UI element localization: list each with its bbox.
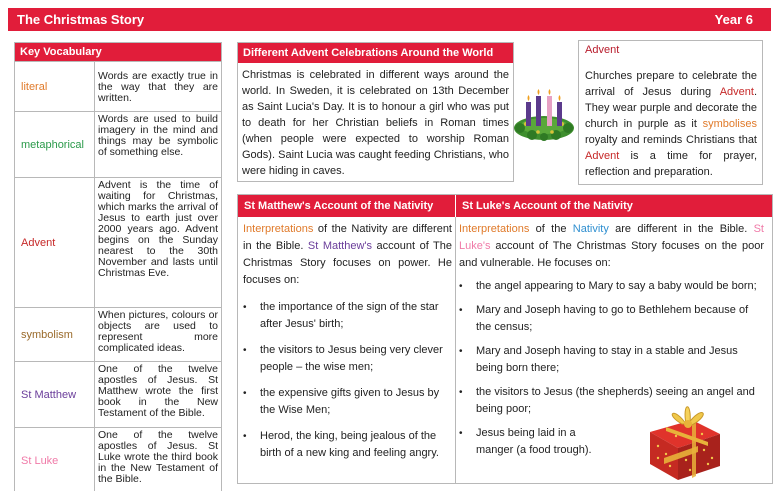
keyword-advent: Advent xyxy=(719,86,754,98)
matthew-focus-list xyxy=(243,299,452,462)
text-span: Churches prepare to celebrate the arrival of Jesus during xyxy=(585,70,757,98)
vocab-header: Key Vocabulary xyxy=(15,43,221,61)
list-item: • Mary and Joseph having to stay in a stable and Jesus being born there; xyxy=(459,343,764,377)
vocab-definition: Advent is the time of waiting for Christmas, which marks the arrival of Jesus to earth just over 2000 years ago. Advent begins on the Sunday nearest to the 30th November and lasts until Christmas Eve. xyxy=(98,179,218,279)
vocab-term: metaphorical xyxy=(15,112,95,177)
matthew-intro xyxy=(243,221,452,289)
advent-world-text: Christmas is celebrated in different ways around the world. In Sweden, it is celebrated on 13th December as Saint Lucia's Day. It is to honour a girl who was put to death for her Christian beliefs in Roman times (when people were expected to worship Roman Gods). Saint Lucia was caught feeding Christians, who were hiding in caves. xyxy=(242,69,509,177)
vocab-definition: One of the twelve apostles of Jesus. St Luke wrote the third book in the New Testament of the Bible. xyxy=(98,429,218,485)
advent-wreath-image xyxy=(512,82,576,142)
advent-info-box xyxy=(578,40,763,185)
vocab-row xyxy=(15,307,221,361)
luke-intro xyxy=(459,221,764,272)
vocab-row xyxy=(15,111,221,177)
vocab-term: St Matthew xyxy=(15,362,95,427)
gift-box-image xyxy=(646,398,724,482)
vocab-term: St Luke xyxy=(15,428,95,491)
keyword-interpretations: Interpretations xyxy=(243,223,314,235)
matthew-column xyxy=(238,217,456,483)
luke-column xyxy=(456,217,772,483)
matthew-header: St Matthew's Account of the Nativity xyxy=(238,195,456,217)
vocab-row xyxy=(15,177,221,307)
list-item: • the visitors to Jesus being very clever people – the wise men; xyxy=(243,342,452,376)
vocab-definition: Words are used to build imagery in the mind and things may be symbolic of something else. xyxy=(98,113,218,158)
vocab-row xyxy=(15,427,221,491)
vocab-term: Advent xyxy=(15,178,95,307)
list-item: • the angel appearing to Mary to say a baby would be born; xyxy=(459,278,764,295)
list-item: • the importance of the sign of the star after Jesus' birth; xyxy=(243,299,452,333)
text-span: royalty and reminds Christians that xyxy=(585,134,757,146)
text-span: of the xyxy=(529,223,573,235)
list-item: • the expensive gifts given to Jesus by the Wise Men; xyxy=(243,385,452,419)
text-span: are different in the Bible. xyxy=(608,223,754,235)
page-title: The Christmas Story xyxy=(17,12,145,27)
advent-around-world-panel xyxy=(237,42,514,182)
vocab-term: symbolism xyxy=(15,308,95,361)
vocab-definition: Words are exactly true in the way that they are written. xyxy=(98,70,218,104)
list-item: • Jesus being laid in a manger (a food trough). xyxy=(459,425,599,459)
advent-world-header: Different Advent Celebrations Around the World xyxy=(238,43,513,63)
vocab-term: literal xyxy=(15,62,95,111)
keyword-symbolises: symbolises xyxy=(702,118,757,130)
vocab-definition: One of the twelve apostles of Jesus. St Matthew wrote the first book in the New Testament of the Bible. xyxy=(98,363,218,419)
key-vocabulary-table xyxy=(14,42,222,491)
vocab-definition: When pictures, colours or objects are used to represent more complicated ideas. xyxy=(98,309,218,354)
keyword-st-matthews: St Matthew's xyxy=(307,240,373,252)
list-item: • Mary and Joseph having to go to Bethlehem because of the census; xyxy=(459,302,764,336)
text-span: is a time for prayer, reflection and preparation. xyxy=(585,150,757,178)
text-span: account of The Christmas Story focuses on the poor and vulnerable. He focuses on: xyxy=(459,240,764,269)
advent-box-text xyxy=(579,56,762,180)
vocab-row xyxy=(15,61,221,111)
advent-box-title: Advent xyxy=(585,44,620,56)
year-label: Year 6 xyxy=(714,12,753,27)
text-span: of the Nativity are different in the Bible. xyxy=(243,223,452,252)
list-item: • the visitors to Jesus (the shepherds) seeing an angel and being poor; xyxy=(459,384,764,418)
luke-header: St Luke's Account of the Nativity xyxy=(456,195,772,217)
vocab-row xyxy=(15,361,221,427)
keyword-advent: Advent xyxy=(585,150,620,162)
list-item: • Herod, the king, being jealous of the birth of a new king and feeling angry. xyxy=(243,428,452,462)
title-bar xyxy=(8,8,771,31)
keyword-st-lukes: St Luke's xyxy=(459,223,764,252)
keyword-nativity: Nativity xyxy=(572,223,609,235)
text-span: account of The Christmas Story focuses on power. He focuses on: xyxy=(243,240,453,286)
keyword-interpretations: Interpretations xyxy=(459,223,530,235)
text-span: . They wear purple and decorate the church in purple as it xyxy=(585,86,757,130)
